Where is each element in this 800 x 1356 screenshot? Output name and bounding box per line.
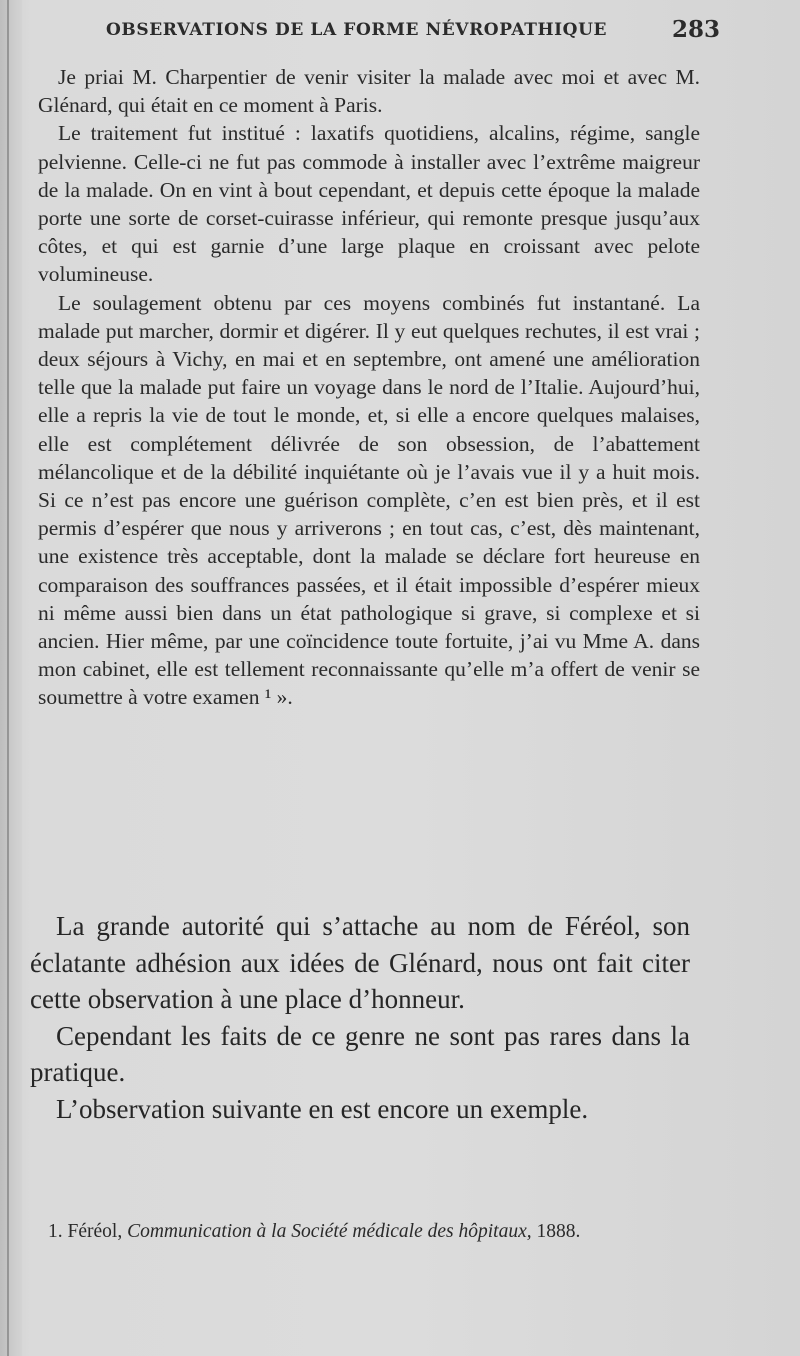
commentary-paragraph: La grande autorité qui s’attache au nom de Féréol, son éclatante adhésion aux idées de Glénard, nous ont fait citer cette observation à une place d’honneur. xyxy=(30,911,690,1014)
footnote-entry xyxy=(30,1219,692,1244)
binding-line xyxy=(7,0,9,1356)
paragraph: Le traitement fut institué : laxatifs quotidiens, alcalins, régime, sangle pelvienne. Celle-ci ne fut pas commode à installer avec l’extrême maigreur de la malade. On en vint à bout cependant, et depuis cette époque la malade porte une sorte de corset-cuirasse inférieur, qui remonte presque jusqu’aux côtes, et qui est garnie d’une large plaque en croissant avec pelote volumineuse. xyxy=(38,121,700,287)
page-binding-edge xyxy=(0,0,22,1356)
commentary-paragraph: L’observation suivante en est encore un exemple. xyxy=(56,1093,589,1124)
commentary-paragraph: Cependant les faits de ce genre ne sont pas rares dans la pratique. xyxy=(30,1020,690,1087)
commentary-text xyxy=(30,908,690,1127)
paragraph: Le soulagement obtenu par ces moyens combinés fut instantané. La malade put marcher, dormir et digérer. Il y eut quelques rechutes, il est vrai ; deux séjours à Vichy, en mai et en septembre, ont amené une amélioration telle que la malade put faire un voyage dans le nord de l’Italie. Aujourd’hui, elle a repris la vie de tout le monde, et, si elle a encore quelques malaises, elle est complétement délivrée de son obsession, de l’abattement mélancolique et de la débilité inquiétante où je l’avais vue il y a huit mois. Si ce n’est pas encore une guérison complète, c’en est bien près, et il est permis d’espérer que nous y arriverons ; en tout cas, c’est, dès maintenant, une existence très acceptable, dont la malade se déclare fort heureuse en comparaison des souffrances passées, et il était impossible d’espérer mieux ni même aussi bien dans un état pathologique si grave, si complexe et si ancien. Hier même, par une coïncidence toute fortuite, j’ai vu Mme A. dans mon cabinet, elle est tellement reconnaissante qu’elle m’a offert de venir se soumettre à votre examen ¹ ». xyxy=(38,290,700,710)
footnote xyxy=(30,1219,692,1244)
footnote-title: Communication à la Société médicale des hôpitaux, xyxy=(127,1221,532,1242)
page-number: 283 xyxy=(671,16,720,43)
body-text xyxy=(38,63,700,712)
footnote-year: 1888. xyxy=(536,1221,581,1242)
running-header xyxy=(40,14,720,48)
footnote-author: Féréol, xyxy=(67,1221,123,1242)
footnote-number: 1. xyxy=(48,1221,63,1242)
running-header-title: OBSERVATIONS DE LA FORME NÉVROPATHIQUE xyxy=(106,20,608,40)
paragraph: Je priai M. Charpentier de venir visiter la malade avec moi et avec M. Glénard, qui était en ce moment à Paris. xyxy=(38,65,700,118)
